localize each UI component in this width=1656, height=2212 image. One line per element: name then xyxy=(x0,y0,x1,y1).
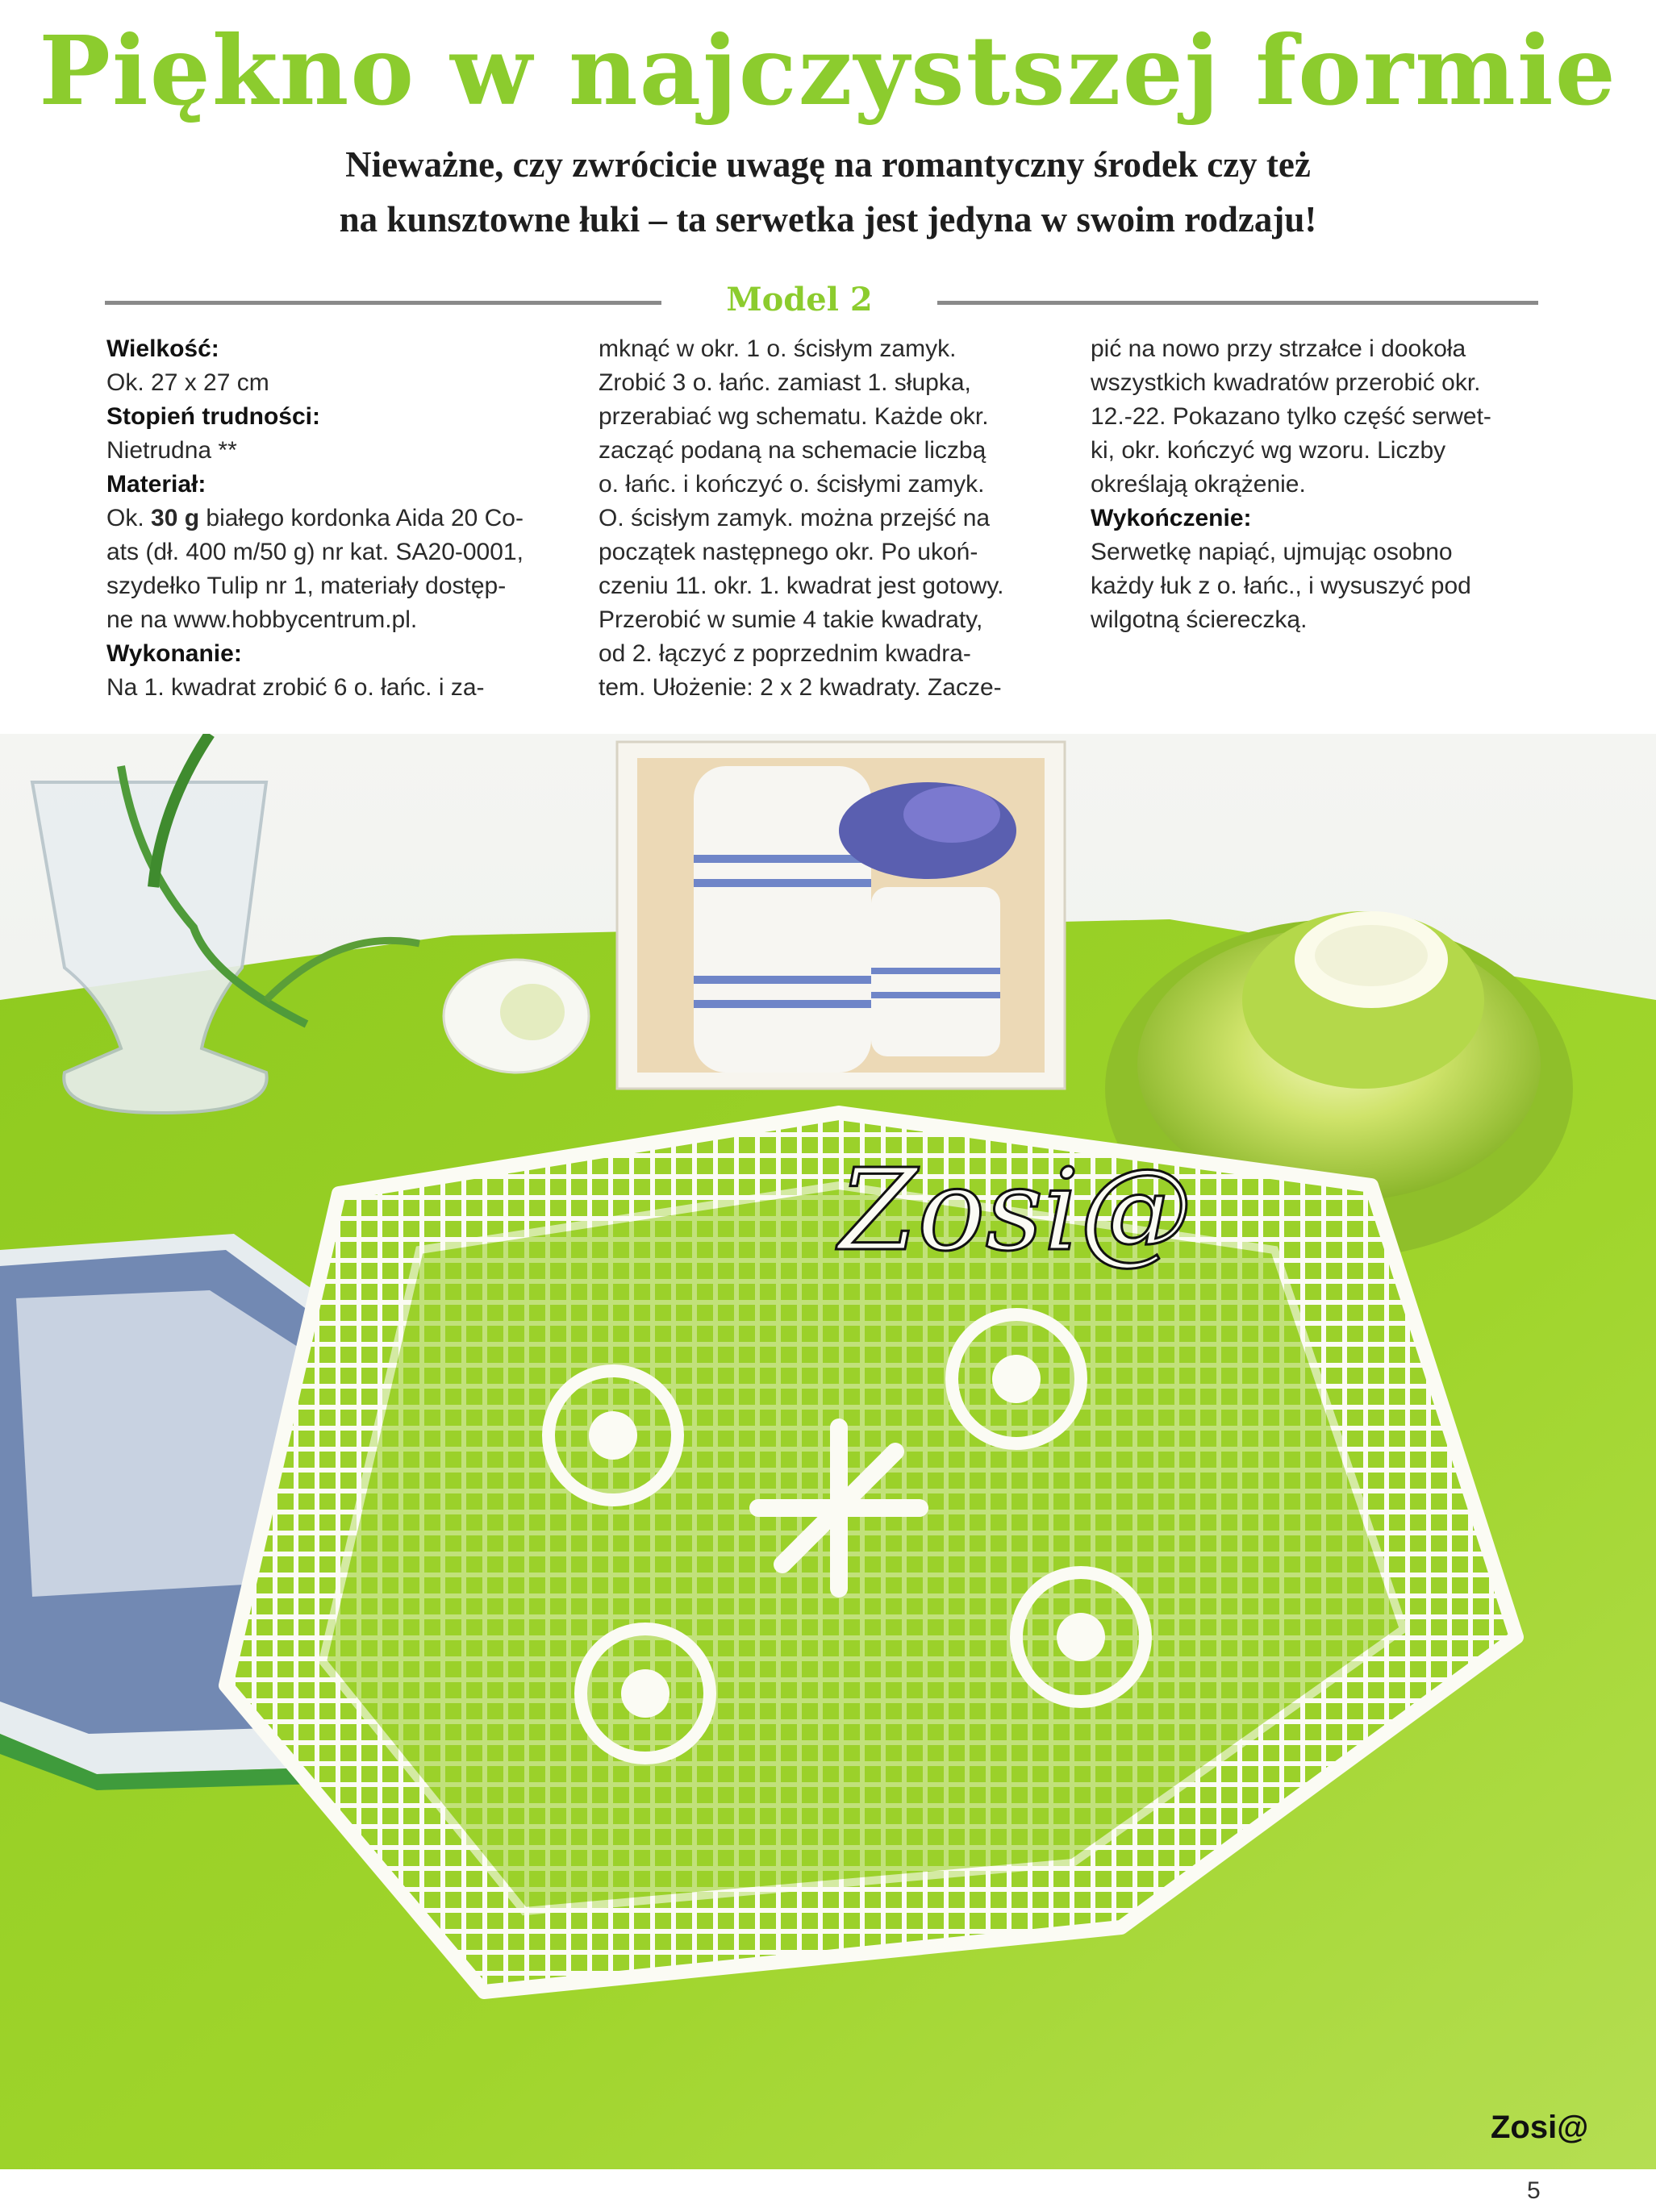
size-heading: Wielkość: xyxy=(106,335,219,362)
subtitle-line-1: Nieważne, czy zwrócicie uwagę na romantyczny środek czy też xyxy=(345,144,1311,185)
subtitle xyxy=(161,137,1495,247)
model-heading: Model 2 xyxy=(726,281,873,319)
col3-line: określają okrążenie. xyxy=(1091,471,1306,498)
text-column-3 xyxy=(1091,332,1542,637)
watermark: Zosi@ xyxy=(839,1145,1193,1277)
page-title: Piękno w najczystszej formie xyxy=(39,15,1617,127)
material-line-2: ats (dł. 400 m/50 g) nr kat. SA20-0001, xyxy=(106,539,523,565)
finishing-line: wilgotną ściereczką. xyxy=(1091,606,1308,633)
col2-line: przerabiać wg schematu. Każde okr. xyxy=(599,403,989,430)
doily-photo xyxy=(0,734,1656,2169)
col2-line: zacząć podaną na schemacie liczbą xyxy=(599,437,987,464)
divider-right xyxy=(937,301,1538,305)
col3-line: 12.-22. Pokazano tylko część serwet- xyxy=(1091,403,1491,430)
size-text: Ok. 27 x 27 cm xyxy=(106,369,269,396)
finishing-line: Serwetkę napiąć, ujmując osobno xyxy=(1091,539,1453,565)
page-number: 5 xyxy=(1527,2177,1541,2204)
subtitle-line-2: na kunsztowne łuki – ta serwetka jest jedyna w swoim rodzaju! xyxy=(339,199,1317,240)
material-line-4: ne na www.hobbycentrum.pl. xyxy=(106,606,418,633)
col2-line: czeniu 11. okr. 1. kwadrat jest gotowy. xyxy=(599,573,1004,599)
finishing-line: każdy łuk z o. łańc., i wysuszyć pod xyxy=(1091,573,1471,599)
material-prefix: Ok. xyxy=(106,505,152,531)
material-line-1 xyxy=(106,502,558,535)
instructions-heading: Wykonanie: xyxy=(106,640,242,667)
col2-line: o. łańc. i kończyć o. ścisłymi zamyk. xyxy=(599,471,985,498)
col2-line: od 2. łączyć z poprzednim kwadra- xyxy=(599,640,971,667)
divider-left xyxy=(105,301,661,305)
col2-line: mknąć w okr. 1 o. ścisłym zamyk. xyxy=(599,335,957,362)
material-weight: 30 g xyxy=(151,505,200,531)
col3-line: wszystkich kwadratów przerobić okr. xyxy=(1091,369,1481,396)
finishing-heading: Wykończenie: xyxy=(1091,505,1252,531)
col2-line: początek następnego okr. Po ukoń- xyxy=(599,539,978,565)
photo-card xyxy=(617,742,1065,1089)
text-column-1 xyxy=(106,332,558,705)
difficulty-text: Nietrudna ** xyxy=(106,437,237,464)
material-heading: Materiał: xyxy=(106,471,206,498)
text-column-2 xyxy=(599,332,1052,705)
col2-line: O. ścisłym zamyk. można przejść na xyxy=(599,505,991,531)
col2-line: tem. Ułożenie: 2 x 2 kwadraty. Zacze- xyxy=(599,674,1002,701)
difficulty-heading: Stopień trudności: xyxy=(106,403,320,430)
col2-line: Zrobić 3 o. łańc. zamiast 1. słupka, xyxy=(599,369,971,396)
col3-line: pić na nowo przy strzałce i dookoła xyxy=(1091,335,1466,362)
material-suffix: białego kordonka Aida 20 Co- xyxy=(199,505,523,531)
col3-line: ki, okr. kończyć wg wzoru. Liczby xyxy=(1091,437,1446,464)
col2-line: Przerobić w sumie 4 takie kwadraty, xyxy=(599,606,983,633)
instructions-line-1: Na 1. kwadrat zrobić 6 o. łańc. i za- xyxy=(106,674,485,701)
material-line-3: szydełko Tulip nr 1, materiały dostęp- xyxy=(106,573,507,599)
footer-signature: Zosi@ xyxy=(1491,2110,1589,2145)
